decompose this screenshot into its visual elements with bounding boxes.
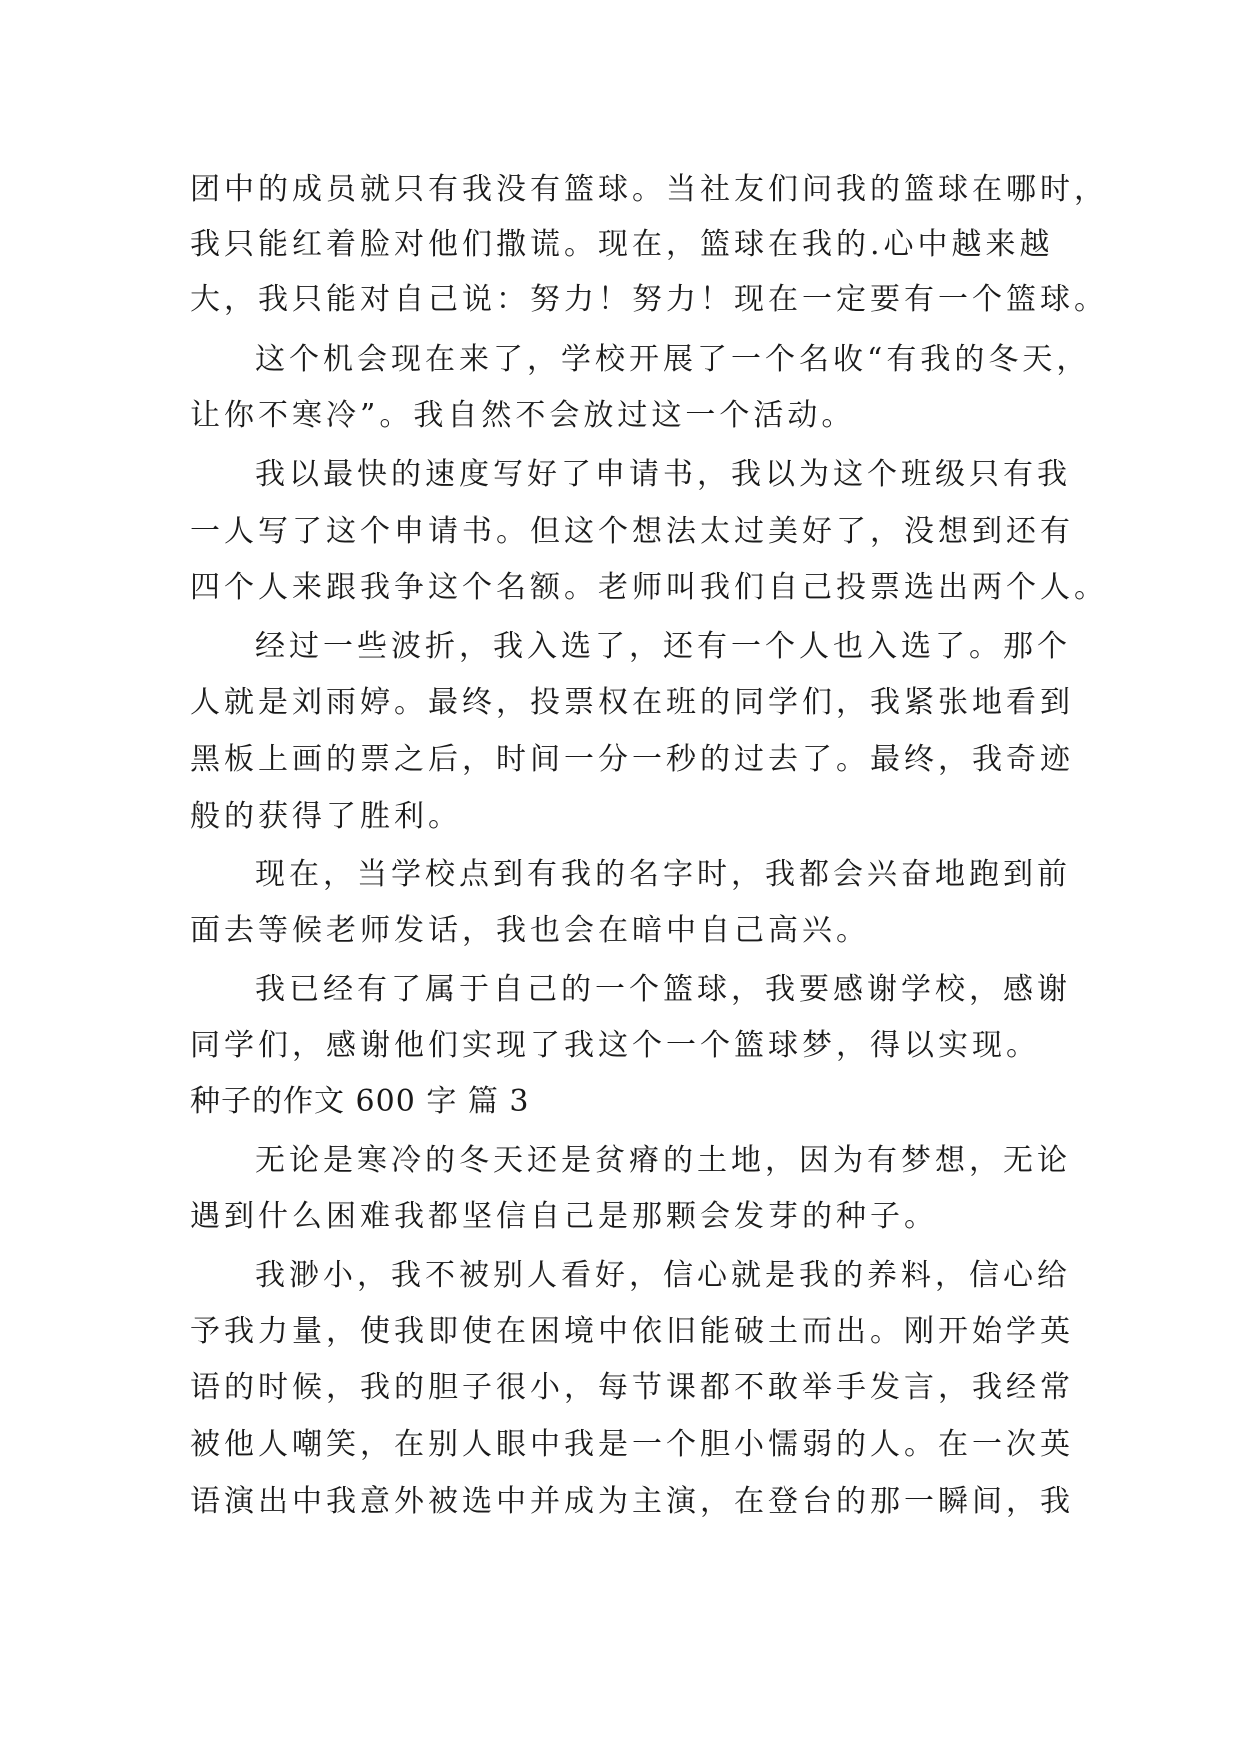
text-line: 被他人嘲笑，在别人眼中我是一个胆小懦弱的人。在一次英 bbox=[190, 1427, 1074, 1462]
text-line: 语的时候，我的胆子很小，每节课都不敢举手发言，我经常 bbox=[190, 1370, 1074, 1405]
text-line: 我渺小，我不被别人看好，信心就是我的养料，信心给 bbox=[255, 1258, 1071, 1293]
text-line: 团中的成员就只有我没有篮球。当社友们问我的篮球在哪时， bbox=[190, 172, 1108, 207]
section-heading: 种子的作文 600 字 篇 3 bbox=[190, 1084, 530, 1119]
text-line: 语演出中我意外被选中并成为主演，在登台的那一瞬间，我 bbox=[190, 1484, 1074, 1519]
text-line: 经过一些波折，我入选了，还有一个人也入选了。那个 bbox=[255, 629, 1071, 664]
text-line: 予我力量，使我即使在困境中依旧能破土而出。刚开始学英 bbox=[190, 1314, 1074, 1349]
text-line: 人就是刘雨婷。最终，投票权在班的同学们，我紧张地看到 bbox=[190, 685, 1074, 720]
text-line: 这个机会现在来了，学校开展了一个名收“有我的冬天， bbox=[255, 342, 1091, 377]
text-line: 同学们，感谢他们实现了我这个一个篮球梦，得以实现。 bbox=[190, 1028, 1040, 1063]
text-line: 我以最快的速度写好了申请书，我以为这个班级只有我 bbox=[255, 457, 1071, 492]
text-line: 四个人来跟我争这个名额。老师叫我们自己投票选出两个人。 bbox=[190, 570, 1108, 605]
text-line: 让你不寒冷”。我自然不会放过这一个活动。 bbox=[190, 398, 856, 433]
text-line: 现在，当学校点到有我的名字时，我都会兴奋地跑到前 bbox=[255, 857, 1071, 892]
text-line: 般的获得了胜利。 bbox=[190, 799, 462, 834]
text-line: 无论是寒冷的冬天还是贫瘠的土地，因为有梦想，无论 bbox=[255, 1143, 1071, 1178]
text-line: 一人写了这个申请书。但这个想法太过美好了，没想到还有 bbox=[190, 514, 1074, 549]
text-line: 黑板上画的票之后，时间一分一秒的过去了。最终，我奇迹 bbox=[190, 742, 1074, 777]
text-line: 我已经有了属于自己的一个篮球，我要感谢学校，感谢 bbox=[255, 972, 1071, 1007]
text-line: 遇到什么困难我都坚信自己是那颗会发芽的种子。 bbox=[190, 1199, 938, 1234]
text-line: 我只能红着脸对他们撒谎。现在，篮球在我的.心中越来越 bbox=[190, 227, 1054, 262]
text-line: 面去等候老师发话，我也会在暗中自己高兴。 bbox=[190, 913, 870, 948]
text-line: 大，我只能对自己说：努力！努力！现在一定要有一个篮球。 bbox=[190, 282, 1108, 317]
